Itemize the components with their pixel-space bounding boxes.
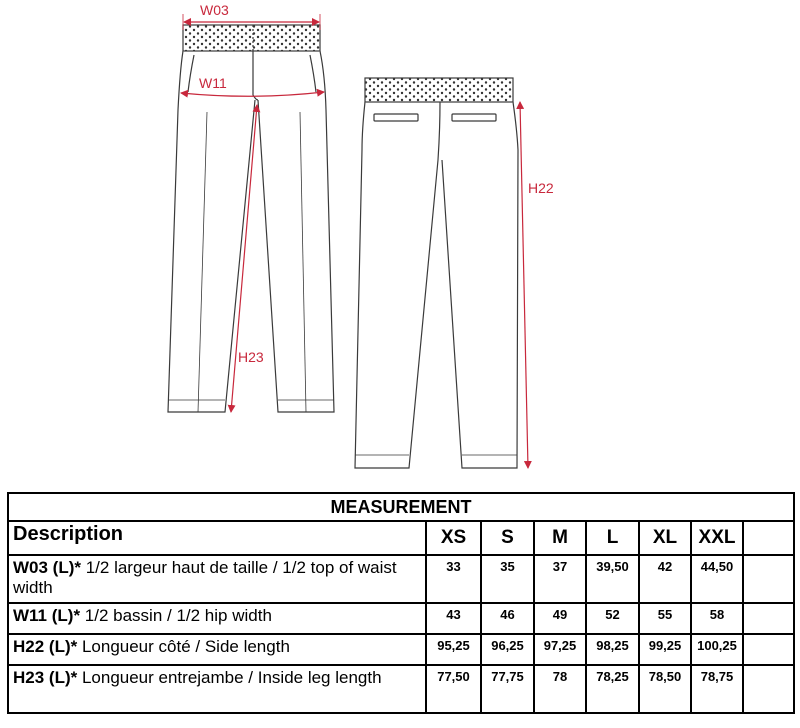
table-cell: 49 — [534, 603, 586, 634]
table-row — [8, 603, 794, 634]
back-waistband — [365, 78, 513, 102]
table-cell: 99,25 — [639, 634, 691, 665]
table-cell: 58 — [691, 603, 743, 634]
table-cell: 44,50 — [691, 555, 743, 603]
table-cell-empty — [743, 634, 794, 665]
w03-label: W03 — [200, 2, 229, 18]
row-code: W11 (L)* — [13, 606, 81, 625]
measurement-table — [7, 492, 795, 714]
table-cell: 77,50 — [426, 665, 481, 713]
row-text: Longueur entrejambe / Inside leg length — [77, 668, 382, 687]
table-cell: 39,50 — [586, 555, 639, 603]
description-header: Description — [8, 521, 426, 555]
h22-line — [520, 102, 528, 468]
empty-header — [743, 521, 794, 555]
table-cell: 43 — [426, 603, 481, 634]
table-cell: 35 — [481, 555, 534, 603]
table-cell: 78,25 — [586, 665, 639, 713]
row-description — [8, 665, 426, 713]
size-header: XS — [426, 521, 481, 555]
table-cell-empty — [743, 555, 794, 603]
back-left-leg — [355, 102, 438, 468]
row-code: H22 (L)* — [13, 637, 78, 656]
table-cell: 95,25 — [426, 634, 481, 665]
back-view — [355, 78, 518, 468]
w11-label: W11 — [199, 75, 227, 91]
front-waistband — [183, 25, 320, 51]
row-description — [8, 603, 426, 634]
size-header: XL — [639, 521, 691, 555]
table-cell: 52 — [586, 603, 639, 634]
table-cell: 96,25 — [481, 634, 534, 665]
table-cell: 42 — [639, 555, 691, 603]
table-cell: 46 — [481, 603, 534, 634]
table-cell: 78,50 — [639, 665, 691, 713]
table-cell: 55 — [639, 603, 691, 634]
table-cell: 98,25 — [586, 634, 639, 665]
table-header-row — [8, 521, 794, 555]
table-row — [8, 555, 794, 603]
front-right-leg — [258, 51, 334, 412]
table-row — [8, 634, 794, 665]
row-code: H23 (L)* — [13, 668, 78, 687]
table-cell: 78 — [534, 665, 586, 713]
row-text: Longueur côté / Side length — [77, 637, 290, 656]
h23-label: H23 — [238, 349, 264, 365]
back-right-leg — [442, 102, 518, 468]
size-header: L — [586, 521, 639, 555]
table-cell-empty — [743, 665, 794, 713]
table-cell: 97,25 — [534, 634, 586, 665]
back-right-pocket — [452, 114, 496, 121]
size-header: S — [481, 521, 534, 555]
row-code: W03 (L)* — [13, 558, 81, 577]
table-cell: 33 — [426, 555, 481, 603]
row-text: 1/2 largeur haut de taille / 1/2 top of waist width — [13, 558, 397, 597]
row-text: 1/2 bassin / 1/2 hip width — [80, 606, 272, 625]
table-cell: 78,75 — [691, 665, 743, 713]
table-title: MEASUREMENT — [8, 493, 794, 521]
h22-label: H22 — [528, 180, 554, 196]
table-cell-empty — [743, 603, 794, 634]
table-cell: 37 — [534, 555, 586, 603]
table-row — [8, 665, 794, 713]
row-description — [8, 555, 426, 603]
size-header: XXL — [691, 521, 743, 555]
table-cell: 100,25 — [691, 634, 743, 665]
row-description — [8, 634, 426, 665]
size-header: M — [534, 521, 586, 555]
table-cell: 77,75 — [481, 665, 534, 713]
